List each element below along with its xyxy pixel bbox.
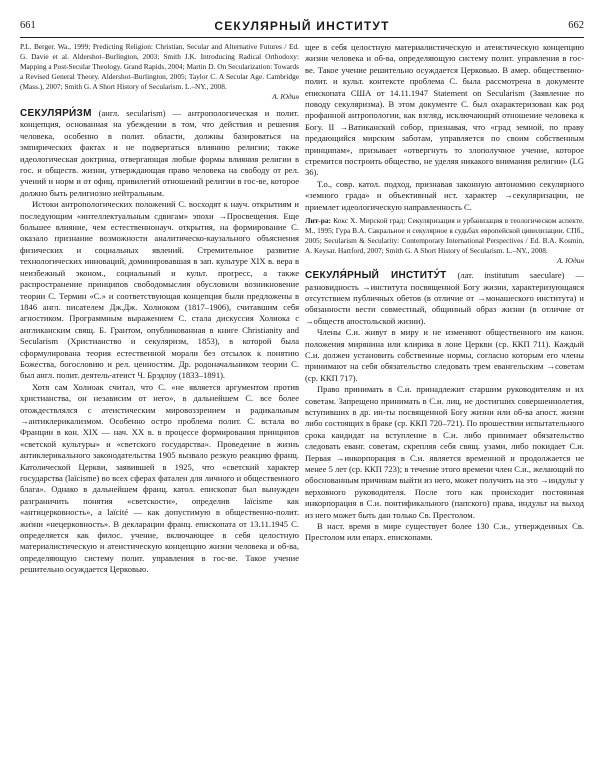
- entry-paragraph: В наст. время в мире существует более 130 С.и., утвержденных Св. Престолом или епарх. епископами.: [305, 521, 584, 543]
- entry-paragraph: Т.о., совр. катол. подход, признавая законную автономию секулярного «земного града» и объективный ист. характер →секуляризации, не приемлет идеологическую направленность С.: [305, 178, 584, 212]
- entry-paragraph: СЕКУЛЯРИ́ЗМ (англ. secularism) — антропологическая и полит. концепция, основанная на убеждении в том, что действия и решения человека, особенно в полит. области, должны базироваться на эмпирических фактах и не подвергаться влиянию религии; также идеологическая доктрина, отвергающая любые формы влияния религии в гос. и обществ. жизни, утверждающая право человека на свободу от рел. учений и норм и от офиц. привилегий отношений религии в гос-ве, которое должно быть религиозно нейтральным.: [20, 108, 299, 198]
- entry-paragraph: Право принимать в С.и. принадлежит старшим руководителям и их советам. Запрещено принимать в С.и. лиц, не достигших совершеннолетия, вступивших в др. ин-ты посвященной Богу жизни или об-ва апост. жизни либо состоящих в браке (ср. ККП 720–721). По прошествии испытательного срока кандидат на вступление в С.и. либо принимает обязательство следовать еванг. советам, скрепляя себя свящ. узами, либо покидает С.и. Первая →инкорпорация в С.и. является временной и продолжается не менее 5 лет (ср. ККП 723); в течение этого времени член С.и., желающий по обоснованным причинам выйти из него, может получить на это →индульт у верховного руководителя. После того как происходит постоянная инкорпорация в С.и. понтификального (папского) права, индульт на выход из него может быть дан только Св. Престолом.: [305, 384, 584, 520]
- header-rule: [20, 37, 584, 38]
- bibliography-continuation: P.L. Berger. Wa., 1999; Predicting Religion: Christian, Secular and Alternative Futures / Ed. G. Davie et al. Aldershot–Burlington, 2003; Smith J.K. Introducing Radical Orthodoxy: Mapping a Post-Secular Theology. Grand Rapids, 2004; Martin D. On Secularization: Towards a Revised General Theory. Aldershot–Burlington, 2005; Taylor C. A Secular Age. Cambridge (Mass.), 2007; Smith G. A Short History of Secularism. L.–NY., 2008.: [20, 42, 299, 91]
- entry-secularism-continued: [305, 42, 584, 213]
- bibliography-author: А. Юдин: [272, 92, 299, 101]
- literature-label: Лит-ра:: [305, 216, 331, 226]
- page-header: [20, 20, 584, 36]
- entry-paragraph: СЕКУЛЯ́РНЫЙ ИНСТИТУ́Т (лат. institutum saeculare) — разновидность →института посвященной Богу жизни, характеризующаяся отсутствием публичных обетов (в отличие от →монашеского института) и обязанности вести совместный, общинный образ жизни (в отличие от →обществ апостольской жизни).: [305, 270, 584, 326]
- entry-paragraph: Истоки антропологических положений С. восходят к науч. открытиям и последующим «интеллектуальным сдвигам» эпохи →Просвещения. Еще большее влияние, чем естественнонауч. открытия, на формирование С. оказало признание возможности аналитическо-каузального объяснения физических и социальных явлений. Стремительное развитие технологических инноваций, доминировавшая в зап. культуре XIX в. вера в неизбежный эконом., социальный и культ. прогресс, а также распространение принципов свободомыслия обусловили возникновение теории С. Термин «С.» и соответствующая концепция были предложены в 1846 англ. писателем Дж.Дж. Холиоком (1817–1906), считавшим себя агностиком. Программным выражением С. стала дискуссия Холиока с англиканским свящ. Б. Грантом, опубликованная в книге Christianity and Secularism (Христианство и секуляризм, 1853), в которой была сформулирована теория естественной морали без отсылок к понятию Божества, богословию и рел. ценностям. Др. родоначальником теории С. был англ. полит. деятель-атеист Ч. Брэдлоу (1833–1891).: [20, 199, 299, 381]
- right-page-number: 662: [568, 20, 584, 31]
- entry-secularism: [20, 108, 299, 576]
- entry-term: СЕКУЛЯ́РНЫЙ ИНСТИТУ́Т: [305, 270, 447, 282]
- running-title: СЕКУЛЯРНЫЙ ИНСТИТУТ: [214, 19, 390, 33]
- entry-paragraph: Хотя сам Холиоак считал, что С. «не является аргументом против христианства, он независим от него», в дальнейшем С. все более отождествлялся с атеистическим мировоззрением и радикальным →антиклерикализмом. Особенно остро проблема полит. С. встала во Франции в кон. XIX — нач. XX в. в процессе формирования принципов «светской культуры» и «светского государства». Проведение в жизнь антиклерикального законодательства 1905 вызвало резкую реакцию франц. Католической Церкви, заявившей в 1925, что «светский характер государства (laïcisme) во всех сферах фатален для личного и общественного блага». Однако в дальнейшем франц. катол. епископат был вынужден разграничить понятия «светскости», определив laïcisme как «антицерковность», а laïcité — как допустимую в общественно-полит. жизни «нецерковность». В декларации франц. епископата от 13.11.1945 С. определяется как филос. учение, включающее в себя целостную материалистическую и атеистическую концепцию жизни человека и об-ва, определяющую систему полит. управления в гос-ве. Такое учение решительно осуждается Церковью.: [20, 381, 299, 575]
- entry-paragraph: Члены С.и. живут в миру и не изменяют общественного им канон. положения мирянина или клирика в лоне Церкви (ср. ККП 711). Каждый С.и. должен установить собственные нормы, согласно которым его члены принимают на себя обязательство следовать трем евангельским →советам (ср. ККП 717).: [305, 327, 584, 383]
- right-column: [305, 42, 584, 758]
- entry-secular-institute: [305, 270, 584, 544]
- entry-term: СЕКУЛЯРИ́ЗМ: [20, 108, 92, 119]
- literature-list: [305, 216, 584, 256]
- left-column: [20, 42, 299, 758]
- literature-text: Кокс Х. Мирской град: Секуляризация и урбанизация в теологическом аспекте. М., 1995; Гура В.А. Сакральное и секулярное в судьбах европейской цивилизации. СПб., 2005; Secularism & Secularity: Contemporary International Perspectives / Ed. B.A. Kosmin, A. Keysar. Hartford, 2007; Smith G. A Short History of Secularism. L.–NY., 2008.: [305, 216, 584, 256]
- entry-paragraph: щее в себя целостную материалистическую и атеистическую концепцию жизни человека и об-ва, определяющую систему полит. управления в гос-ве. Такое учение решительно осуждается Церковью. В амер. общественно-полит. и культ. контексте проблема С. была рассмотрена в документе епископата США от 14.11.1947 Statement on Secularism (Заявление по поводу секуляризма). В этом документе С. был охарактеризован как род профанной антропологии, как взгляд, исключающий отношение человека к Богу. II →Ватиканский собор, признавая, что «град земной, по праву предающийся мирским заботам, управляется по своим собственным принципам», призывает «отвергнуть то злополучное учение, которое стремится построить общество, не уделяя никакого внимания религии» (LG 36).: [305, 42, 584, 178]
- left-page-number: 661: [20, 20, 36, 31]
- literature-author: А. Юдин: [557, 256, 584, 266]
